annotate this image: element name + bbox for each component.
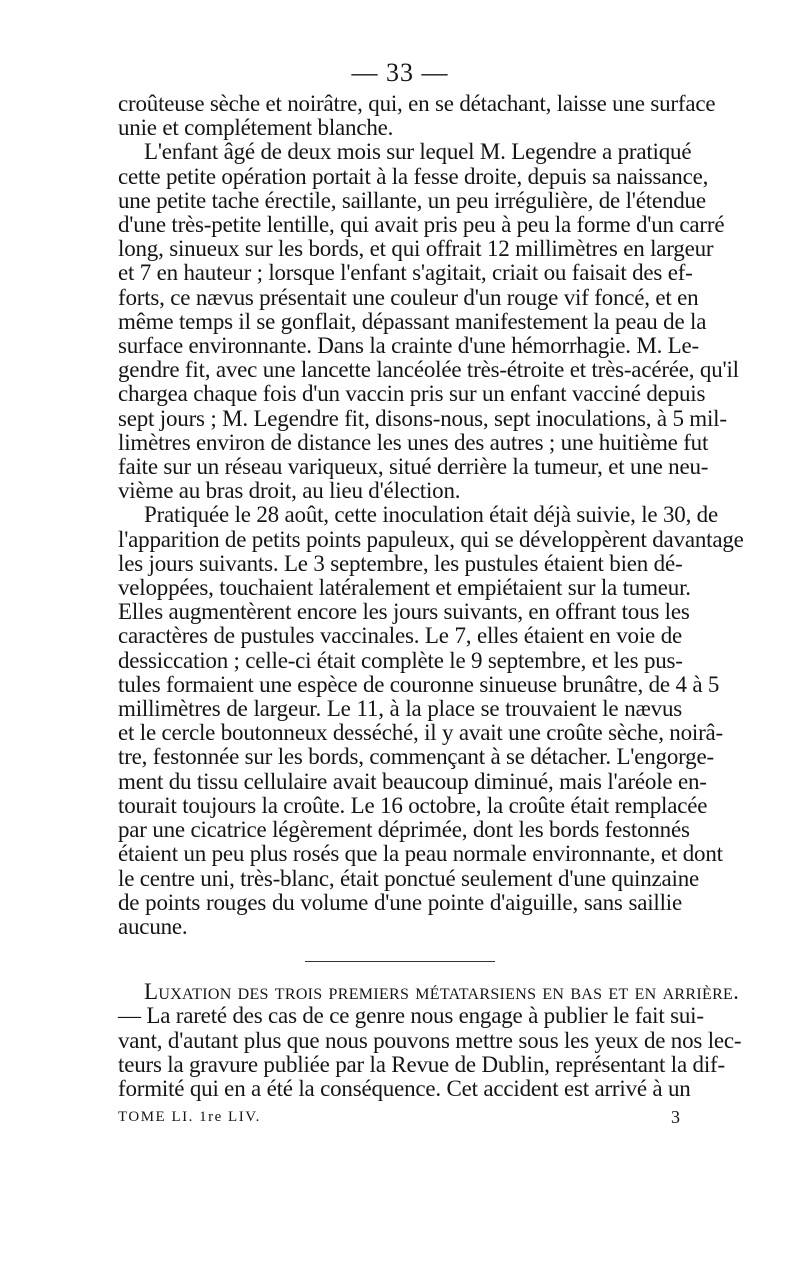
section-heading: Luxation des trois premiers métatarsiens en bas et en arrière.: [144, 979, 740, 1005]
paragraph: [118, 502, 744, 939]
text-line: faite sur un réseau variqueux, situé derrière la tumeur, et une neu-: [118, 454, 709, 480]
text-line: — La rareté des cas de ce genre nous engage à publier le fait sui-: [118, 1003, 704, 1029]
text-line: chargea chaque fois d'un vaccin pris sur un enfant vacciné depuis: [118, 381, 706, 407]
text-line: teurs la gravure publiée par la Revue de Dublin, représentant la dif-: [118, 1051, 725, 1077]
text-line: même temps il se gonflait, dépassant manifestement la peau de la: [118, 308, 707, 334]
text-line: tre, festonnée sur les bords, commençant à se détacher. L'engorge-: [118, 744, 714, 770]
text-line: surface environnante. Dans la crainte d'une hémorrhagie. M. Le-: [118, 333, 699, 359]
text-line: croûteuse sèche et noirâtre, qui, en se détachant, laisse une surface: [118, 91, 716, 116]
text-line: le centre uni, très-blanc, était ponctué seulement d'une quinzaine: [118, 865, 700, 891]
text-line: étaient un peu plus rosés que la peau normale environnante, et dont: [118, 841, 723, 867]
text-line: long, sinueux sur les bords, et qui offrait 12 millimètres en largeur: [118, 236, 714, 262]
text-line: et le cercle boutonneux desséché, il y avait une croûte sèche, noirâ-: [118, 720, 724, 746]
text-line: formité qui en a été la conséquence. Cet accident est arrivé à un: [118, 1075, 691, 1101]
text-line: de points rouges du volume d'une pointe d'aiguille, sans saillie: [118, 889, 682, 915]
text-line: veloppées, touchaient latéralement et empiétaient sur la tumeur.: [118, 575, 691, 601]
text-line: L'enfant âgé de deux mois sur lequel M. Legendre a pratiqué: [144, 139, 692, 165]
page-number: — 33 —: [351, 58, 449, 87]
document-page: [118, 58, 744, 1128]
text-line: millimètres de largeur. Le 11, à la place se trouvaient le nævus: [118, 696, 682, 722]
text-line: Elles augmentèrent encore les jours suivants, en offrant tous les: [118, 599, 690, 625]
text-line: une petite tache érectile, saillante, un peu irrégulière, de l'étendue: [118, 187, 706, 213]
text-line: les jours suivants. Le 3 septembre, les pustules étaient bien dé-: [118, 550, 683, 576]
text-line: gendre fit, avec une lancette lancéolée très-étroite et très-acérée, qu'il: [118, 357, 739, 383]
signature-mark: 3: [671, 1107, 680, 1128]
text-line: limètres environ de distance les unes des autres ; une huitième fut: [118, 429, 709, 455]
text-line: par une cicatrice légèrement déprimée, dont les bords festonnés: [118, 817, 690, 843]
text-line: unie et complétement blanche.: [118, 115, 394, 141]
text-line: sept jours ; M. Legendre fit, disons-nous, sept inoculations, à 5 mil-: [118, 405, 727, 431]
body-text: [118, 91, 744, 939]
paragraph: [118, 91, 716, 141]
section-divider: [305, 961, 495, 962]
text-line: tourait toujours la croûte. Le 16 octobre, la croûte était remplacée: [118, 792, 708, 818]
text-line: ment du tissu cellulaire avait beaucoup diminué, mais l'aréole en-: [118, 768, 707, 794]
text-line: et 7 en hauteur ; lorsque l'enfant s'agitait, criait ou faisait des ef-: [118, 260, 693, 286]
text-line: tules formaient une espèce de couronne sinueuse brunâtre, de 4 à 5: [118, 671, 720, 697]
text-line: cette petite opération portait à la fesse droite, depuis sa naissance,: [118, 163, 709, 189]
text-line: vième au bras droit, au lieu d'élection.: [118, 478, 461, 504]
text-line: d'une très-petite lentille, qui avait pris peu à peu la forme d'un carré: [118, 212, 725, 238]
text-line: forts, ce nævus présentait une couleur d'un rouge vif foncé, et en: [118, 284, 699, 310]
text-line: dessiccation ; celle-ci était complète le 9 septembre, et les pus-: [118, 647, 683, 673]
paragraph: [118, 139, 739, 504]
text-line: caractères de pustules vaccinales. Le 7, elles étaient en voie de: [118, 623, 682, 649]
volume-mark: TOME LI. 1re LIV.: [118, 1109, 261, 1126]
page-footer: [118, 1107, 682, 1127]
text-line: aucune.: [118, 913, 188, 939]
text-line: vant, d'autant plus que nous pouvons mettre sous les yeux de nos lec-: [118, 1027, 742, 1053]
text-line: Pratiquée le 28 août, cette inoculation était déjà suivie, le 30, de: [144, 502, 718, 528]
section-text: [118, 979, 742, 1101]
text-line: l'apparition de petits points papuleux, qui se développèrent davantage: [118, 526, 744, 552]
